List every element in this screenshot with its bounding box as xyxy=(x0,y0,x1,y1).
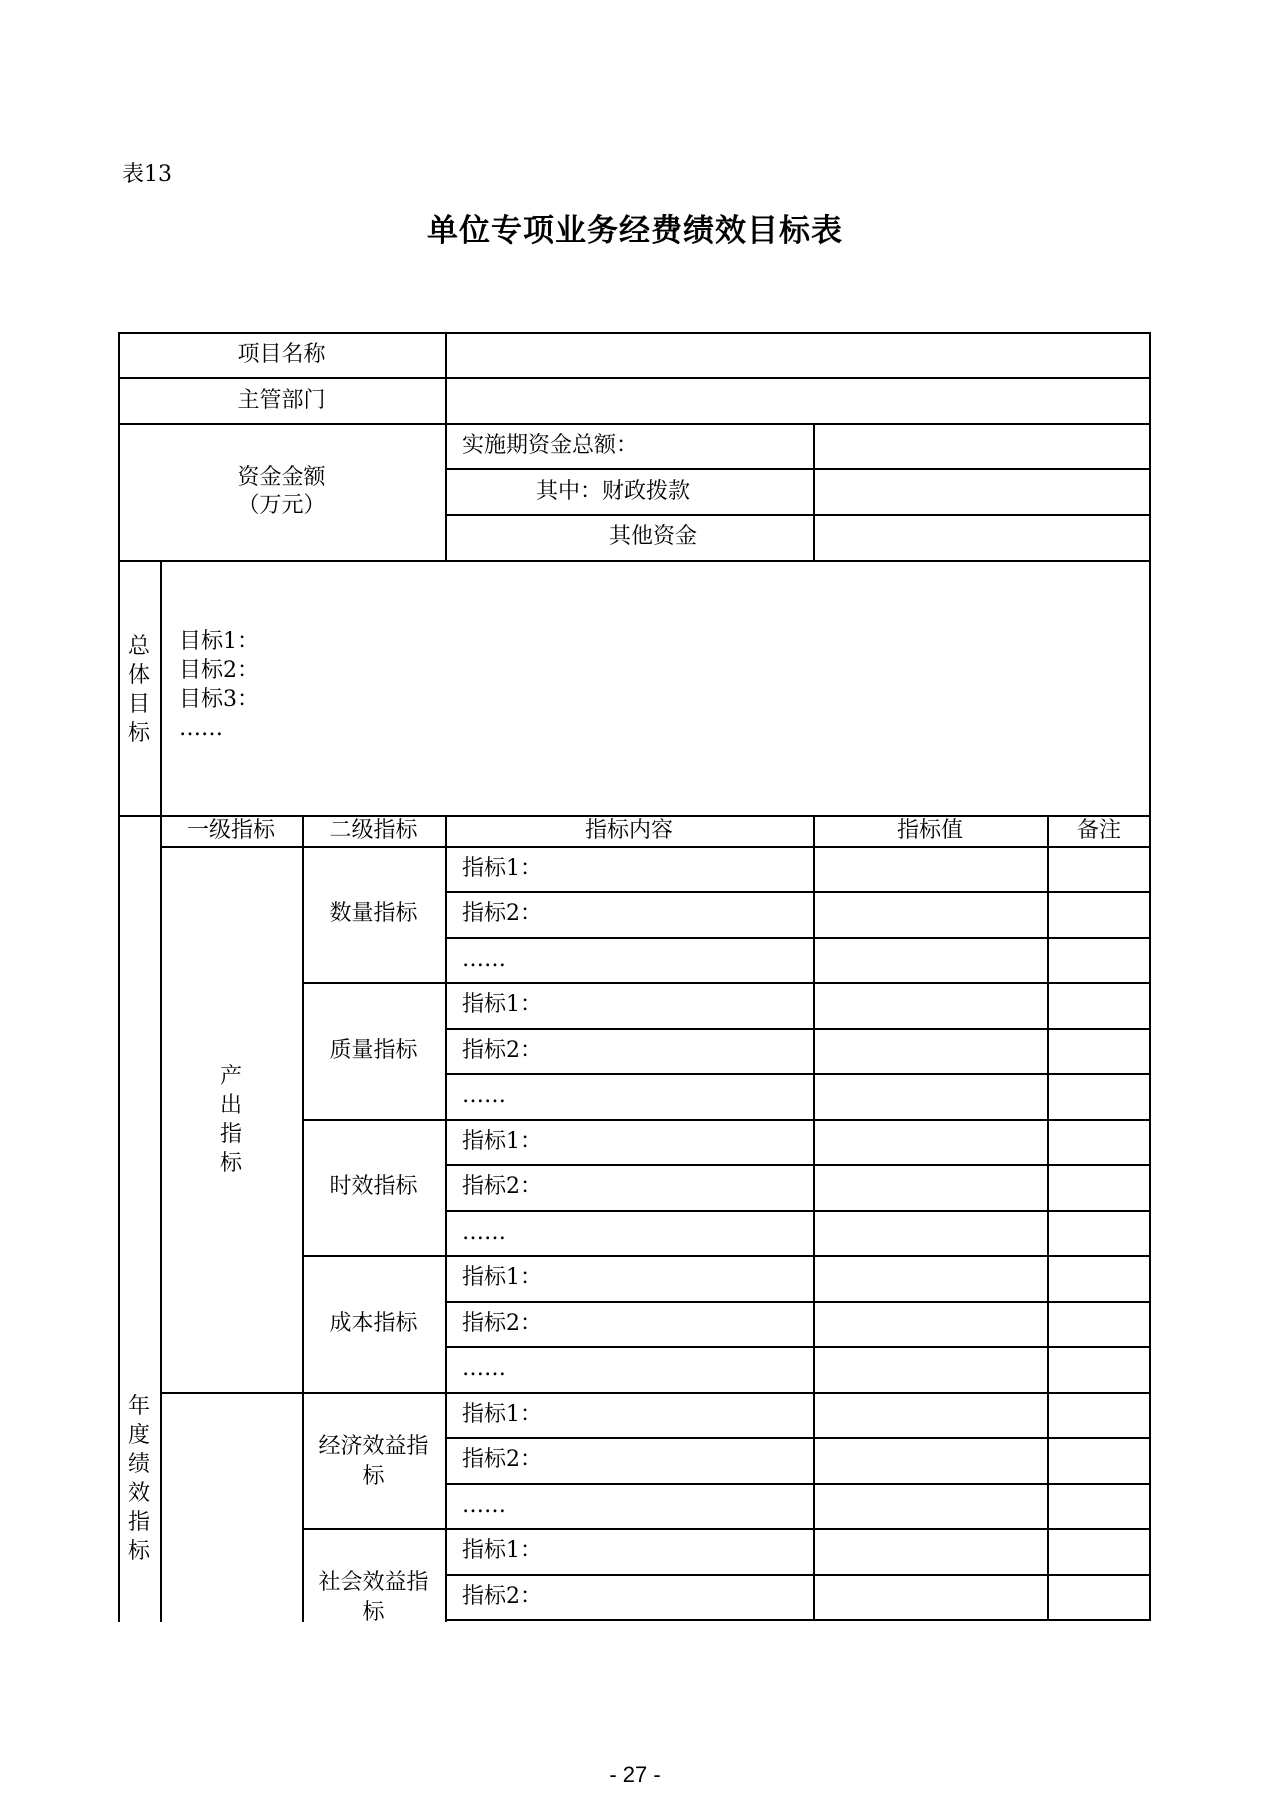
column-divider xyxy=(445,332,447,560)
column-header: 指标内容 xyxy=(584,818,673,843)
indicator-row-label: 指标2： xyxy=(462,1038,542,1063)
row-divider xyxy=(302,1528,1151,1530)
indicator-row-label: 指标2： xyxy=(462,1584,542,1609)
goal-item: 目标3： xyxy=(179,687,259,712)
indicator-row-label: 指标2： xyxy=(462,1174,542,1199)
column-header: 一级指标 xyxy=(186,818,275,843)
column-divider xyxy=(160,560,162,1622)
indicator-row-label: …… xyxy=(462,1356,506,1381)
row-divider xyxy=(445,1210,1151,1212)
department-label: 主管部门 xyxy=(237,388,326,413)
goal-item: …… xyxy=(179,716,223,741)
table-label: 表13 xyxy=(122,162,172,187)
column-header: 指标值 xyxy=(896,818,963,843)
row-divider xyxy=(445,1164,1151,1166)
indicator-row-label: …… xyxy=(462,1220,506,1245)
row-divider xyxy=(302,1119,1151,1121)
table-border-left xyxy=(118,332,120,1622)
column-divider xyxy=(302,815,304,1622)
row-divider xyxy=(445,937,1151,939)
column-header: 二级指标 xyxy=(329,818,418,843)
table-border-right xyxy=(1149,332,1151,1621)
indicator-row-label: 指标1： xyxy=(462,1538,542,1563)
level2-indicator: 成本指标 xyxy=(329,1311,418,1336)
row-divider xyxy=(302,1255,1151,1257)
indicator-row-label: 指标1： xyxy=(462,1265,542,1290)
page-number: - 27 - xyxy=(609,1762,661,1787)
output-indicator-label: 产出指标 xyxy=(219,1064,242,1176)
row-divider xyxy=(445,1073,1151,1075)
row-divider xyxy=(118,560,1151,562)
indicator-row-label: …… xyxy=(462,1493,506,1518)
overall-goal-label: 总体目标 xyxy=(127,634,150,746)
funding-unit-label: （万元） xyxy=(237,493,326,518)
indicator-row-label: 指标1： xyxy=(462,856,542,881)
indicator-row-label: …… xyxy=(462,1083,506,1108)
indicator-row-label: 指标2： xyxy=(462,1311,542,1336)
goal-item: 目标2： xyxy=(179,658,259,683)
row-divider xyxy=(445,1028,1151,1030)
annual-indicator-label: 年度绩效指标 xyxy=(127,1394,150,1564)
level2-indicator: 社会效益指标 xyxy=(318,1570,429,1625)
row-divider xyxy=(445,1574,1151,1576)
row-divider xyxy=(445,891,1151,893)
column-divider xyxy=(813,815,815,1621)
indicator-row-label: 指标2： xyxy=(462,1447,542,1472)
level2-indicator: 数量指标 xyxy=(329,901,418,926)
row-divider xyxy=(445,1301,1151,1303)
indicator-row-label: 指标1： xyxy=(462,1402,542,1427)
row-divider xyxy=(445,1346,1151,1348)
row-divider xyxy=(445,1619,1151,1621)
other-funds-label: 其他资金 xyxy=(609,524,698,549)
page-title: 单位专项业务经费绩效目标表 xyxy=(427,213,843,249)
row-divider xyxy=(445,1437,1151,1439)
goal-item: 目标1： xyxy=(179,629,259,654)
table-border-top xyxy=(118,332,1151,334)
fiscal-funds-label: 其中：财政拨款 xyxy=(536,479,691,504)
row-divider xyxy=(445,468,1151,470)
level2-indicator: 经济效益指标 xyxy=(318,1434,429,1489)
column-header: 备注 xyxy=(1076,818,1121,843)
column-divider xyxy=(445,815,447,1622)
row-divider xyxy=(118,377,1151,379)
row-divider xyxy=(160,1392,1151,1394)
level2-indicator: 时效指标 xyxy=(329,1174,418,1199)
column-divider xyxy=(813,423,815,560)
row-divider xyxy=(302,982,1151,984)
performance-target-table xyxy=(118,332,1151,1625)
row-divider xyxy=(160,846,1151,848)
indicator-row-label: 指标2： xyxy=(462,901,542,926)
row-divider xyxy=(445,514,1151,516)
row-divider xyxy=(445,1483,1151,1485)
indicator-row-label: 指标1： xyxy=(462,1129,542,1154)
level2-indicator: 质量指标 xyxy=(329,1038,418,1063)
row-divider xyxy=(118,423,1151,425)
funding-label: 资金金额 xyxy=(237,465,326,490)
indicator-row-label: …… xyxy=(462,947,506,972)
total-funds-label: 实施期资金总额： xyxy=(462,433,639,458)
column-divider xyxy=(1047,815,1049,1621)
project-name-label: 项目名称 xyxy=(237,342,326,367)
indicator-row-label: 指标1： xyxy=(462,992,542,1017)
